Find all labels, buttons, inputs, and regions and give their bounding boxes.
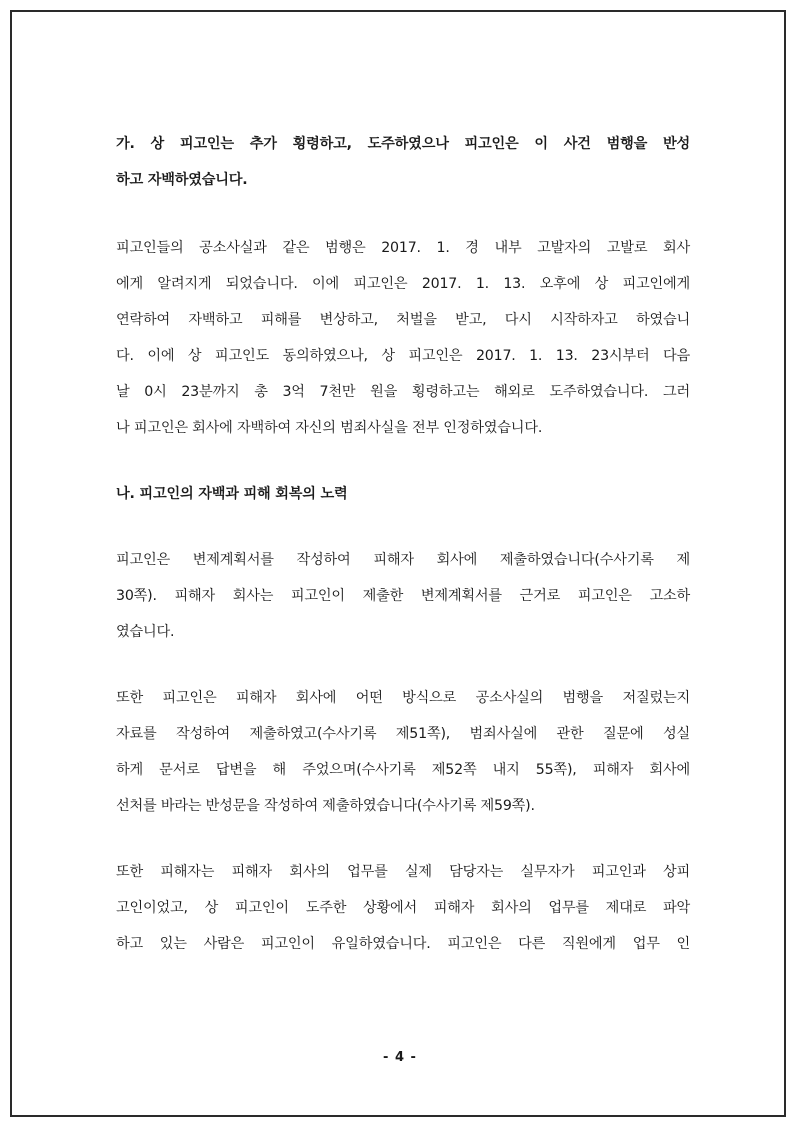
paragraph-4-line-2: 고인이었고, 상 피고인이 도주한 상황에서 피해자 회사의 업무를 제대로 파악 — [116, 900, 690, 916]
paragraph-1-line-2: 에게 알려지게 되었습니다. 이에 피고인은 2017. 1. 13. 오후에 상 피고인에게 — [116, 276, 690, 292]
paragraph-3 — [116, 680, 690, 824]
paragraph-1-line-5: 날 0시 23분까지 총 3억 7천만 원을 횡령하고는 해외로 도주하였습니다. 그러 — [116, 384, 690, 400]
paragraph-1-line-6: 나 피고인은 회사에 자백하여 자신의 범죄사실을 전부 인정하였습니다. — [116, 420, 543, 436]
paragraph-1-line-3: 연락하여 자백하고 피해를 변상하고, 처벌을 받고, 다시 시작하자고 하였습니 — [116, 312, 690, 328]
paragraph-4-line-1: 또한 피해자는 피해자 회사의 업무를 실제 담당자는 실무자가 피고인과 상피 — [116, 864, 690, 880]
paragraph-1-line-1: 피고인들의 공소사실과 같은 범행은 2017. 1. 경 내부 고발자의 고발로 회사 — [116, 240, 690, 256]
paragraph-3-line-4: 선처를 바라는 반성문을 작성하여 제출하였습니다(수사기록 제59쪽). — [116, 798, 535, 814]
heading-a-line-1: 가. 상 피고인는 추가 횡령하고, 도주하였으나 피고인은 이 사건 범행을 반성 — [116, 136, 690, 152]
paragraph-2-line-3: 였습니다. — [116, 624, 175, 640]
paragraph-1 — [116, 230, 690, 446]
paragraph-3-line-2: 자료를 작성하여 제출하였고(수사기록 제51쪽), 범죄사실에 관한 질문에 성실 — [116, 726, 690, 742]
heading-b — [116, 476, 690, 512]
heading-a — [116, 126, 690, 198]
paragraph-3-line-3: 하게 문서로 답변을 해 주었으며(수사기록 제52쪽 내지 55쪽), 피해자 회사에 — [116, 762, 690, 778]
page-number: - 4 - — [383, 1050, 417, 1065]
paragraph-2-line-2: 30쪽). 피해자 회사는 피고인이 제출한 변제계획서를 근거로 피고인은 고소하 — [116, 588, 690, 604]
paragraph-3-line-1: 또한 피고인은 피해자 회사에 어떤 방식으로 공소사실의 범행을 저질렀는지 — [116, 690, 690, 706]
paragraph-2 — [116, 542, 690, 650]
document-body — [116, 126, 690, 962]
heading-a-line-2: 하고 자백하였습니다. — [116, 172, 248, 188]
paragraph-4-line-3: 하고 있는 사람은 피고인이 유일하였습니다. 피고인은 다른 직원에게 업무 인 — [116, 936, 690, 952]
paragraph-1-line-4: 다. 이에 상 피고인도 동의하였으나, 상 피고인은 2017. 1. 13. 23시부터 다음 — [116, 348, 690, 364]
paragraph-4 — [116, 854, 690, 962]
heading-b-line-1: 나. 피고인의 자백과 피해 회복의 노력 — [116, 486, 348, 502]
paragraph-2-line-1: 피고인은 변제계획서를 작성하여 피해자 회사에 제출하였습니다(수사기록 제 — [116, 552, 690, 568]
